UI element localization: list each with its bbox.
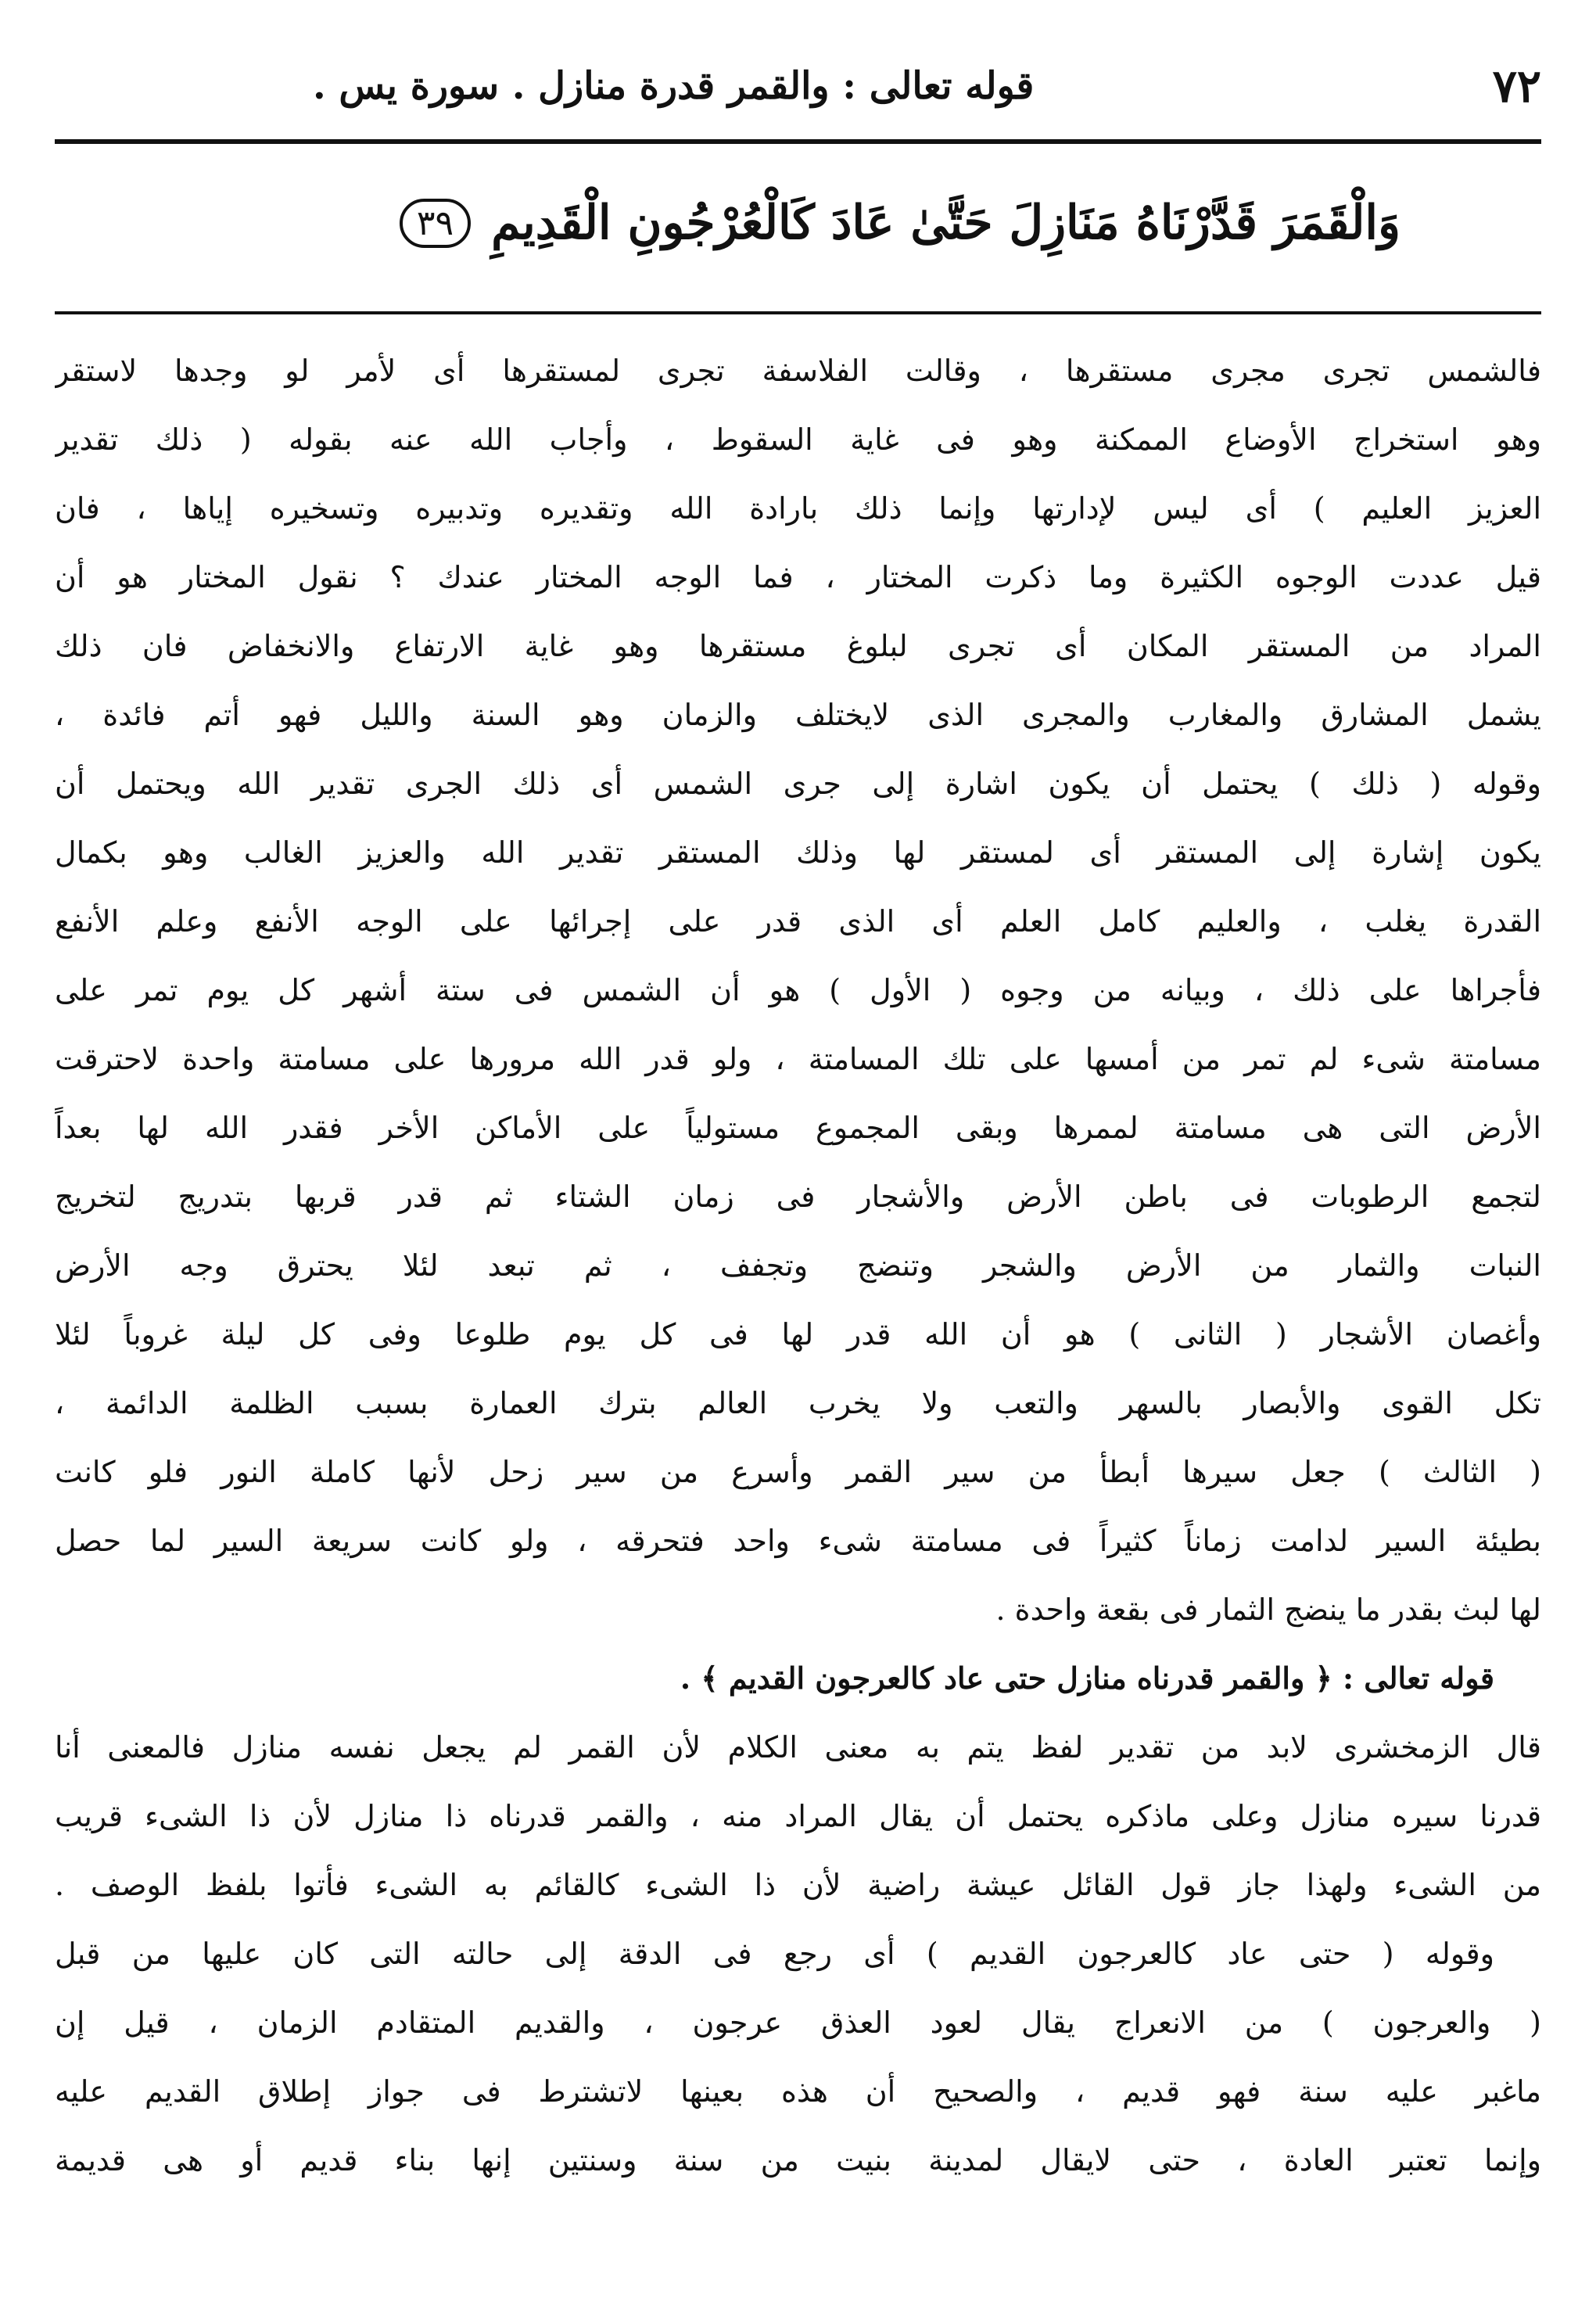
text-line: وإنما تعتبر العادة ، حتى لايقال لمدينة بنيت من سنة وسنتين إنها بناء قديم أو هى قديمة: [55, 2143, 1541, 2177]
text-line: يشمل المشارق والمغارب والمجرى الذى لايختلف والزمان وهو السنة والليل فهو أتم فائدة ،: [55, 698, 1541, 732]
text-line: وقوله ( حتى عاد كالعرجون القديم ) أى رجع فى الدقة إلى حالته التى كان عليها من قبل: [55, 1937, 1494, 1971]
text-line: النبات والثمار من الأرض والشجر وتنضج وتجفف ، ثم تبعد لئلا يحترق وجه الأرض: [55, 1248, 1541, 1283]
text-line: العزيز العليم ) أى ليس لإدارتها وإنما ذلك بارادة الله وتقديره وتدبيره وتسخيره إياها ، فان: [55, 491, 1541, 526]
text-line: الأرض التى هى مسامتة لممرها وبقى المجموع مستولياً على الأماكن الأخر فقدر الله لها بعداً: [55, 1111, 1541, 1145]
text-line: وقوله ( ذلك ) يحتمل أن يكون اشارة إلى جرى الشمس أى ذلك الجرى تقدير الله ويحتمل أن: [55, 766, 1541, 801]
text-line: من الشىء ولهذا جاز قول القائل عيشة راضية لأن ذا الشىء كالقائم به الشىء فأتوا بلفظ الوصف .: [55, 1868, 1541, 1902]
text-line: ( والعرجون ) من الانعراج يقال لعود العذق عرجون ، والقديم المتقادم الزمان ، قيل إن: [55, 2005, 1541, 2040]
text-line: قدرنا سيره منازل وعلى ماذكره يحتمل أن يقال المراد منه ، والقمر قدرناه ذا منازل لأن ذا الشىء قريب: [55, 1799, 1541, 1833]
text-line: فأجراها على ذلك ، وبيانه من وجوه ( الأول ) هو أن الشمس فى ستة أشهر كل يوم تمر على: [55, 973, 1541, 1007]
text-line: يكون إشارة إلى المستقر أى لمستقر لها وذلك المستقر تقدير الله والعزيز الغالب وهو بكمال: [55, 835, 1541, 870]
text-line: مسامتة شىء لم تمر من أمسها على تلك المسامتة ، ولو قدر الله مرورها على مسامتة واحدة لاحترقت: [55, 1042, 1541, 1076]
page-number: ٧٢: [1492, 59, 1541, 113]
page-header: [55, 55, 1541, 117]
verse-rule: [55, 311, 1541, 314]
text-line: وهو استخراج الأوضاع الممكنة وهو فى غاية السقوط ، وأجاب الله عنه بقوله ( ذلك تقدير: [55, 422, 1541, 457]
text-line: قيل عددت الوجوه الكثيرة وما ذكرت المختار ، فما الوجه المختار عندك ؟ نقول المختار هو أن: [55, 560, 1541, 594]
text-line: لتجمع الرطوبات فى باطن الأرض والأشجار فى زمان الشتاء ثم قدر قربها بتدريج لتخريج: [55, 1179, 1541, 1214]
text-line: بطيئة السير لدامت زماناً كثيراً فى مسامتة شىء واحد فتحرقه ، ولو كانت سريعة السير لما حصل: [55, 1524, 1541, 1558]
text-line: قال الزمخشرى لابد من تقدير لفظ يتم به معنى الكلام لأن القمر لم يجعل نفسه منازل فالمعنى أنا: [55, 1730, 1541, 1765]
commentary-text: [55, 336, 1541, 2195]
text-line: ماغبر عليه سنة فهو قديم ، والصحيح أن هذه بعينها لاتشترط فى جواز إطلاق القديم عليه: [55, 2074, 1541, 2109]
text-line: لها لبث بقدر ما ينضج الثمار فى بقعة واحدة .: [995, 1592, 1541, 1627]
section-heading: قوله تعالى : ﴿ والقمر قدرناه منازل حتى عاد كالعرجون القديم ﴾ .: [680, 1660, 1494, 1696]
running-title: قوله تعالى : والقمر قدرة منازل . سورة يس .: [313, 64, 1035, 108]
text-line: فالشمس تجرى مجرى مستقرها ، وقالت الفلاسفة تجرى لمستقرها أى لأمر لو وجدها لاستقر: [55, 354, 1541, 388]
text-line: ( الثالث ) جعل سيرها أبطأ من سير القمر وأسرع من سير زحل لأنها كاملة النور فلو كانت: [55, 1455, 1541, 1489]
text-line: تكل القوى والأبصار بالسهر والتعب ولا يخرب العالم بترك العمارة بسبب الظلمة الدائمة ،: [55, 1386, 1541, 1420]
text-line: القدرة يغلب ، والعليم كامل العلم أى الذى قدر على إجرائها على الوجه الأنفع وعلم الأنفع: [55, 904, 1541, 939]
verse-number: ٣٩: [400, 199, 471, 248]
text-line: وأغصان الأشجار ( الثانى ) هو أن الله قدر لها فى كل يوم طلوعا وفى كل ليلة غروباً لئلا: [55, 1317, 1541, 1352]
header-rule: [55, 139, 1541, 144]
verse-text: وَالْقَمَرَ قَدَّرْنَاهُ مَنَازِلَ حَتَّىٰ عَادَ كَالْعُرْجُونِ الْقَدِيمِ: [491, 196, 1401, 250]
text-line: المراد من المستقر المكان أى تجرى لبلوغ مستقرها وهو غاية الارتفاع والانخفاض فان ذلك: [55, 629, 1541, 663]
quran-verse: [55, 164, 1541, 282]
